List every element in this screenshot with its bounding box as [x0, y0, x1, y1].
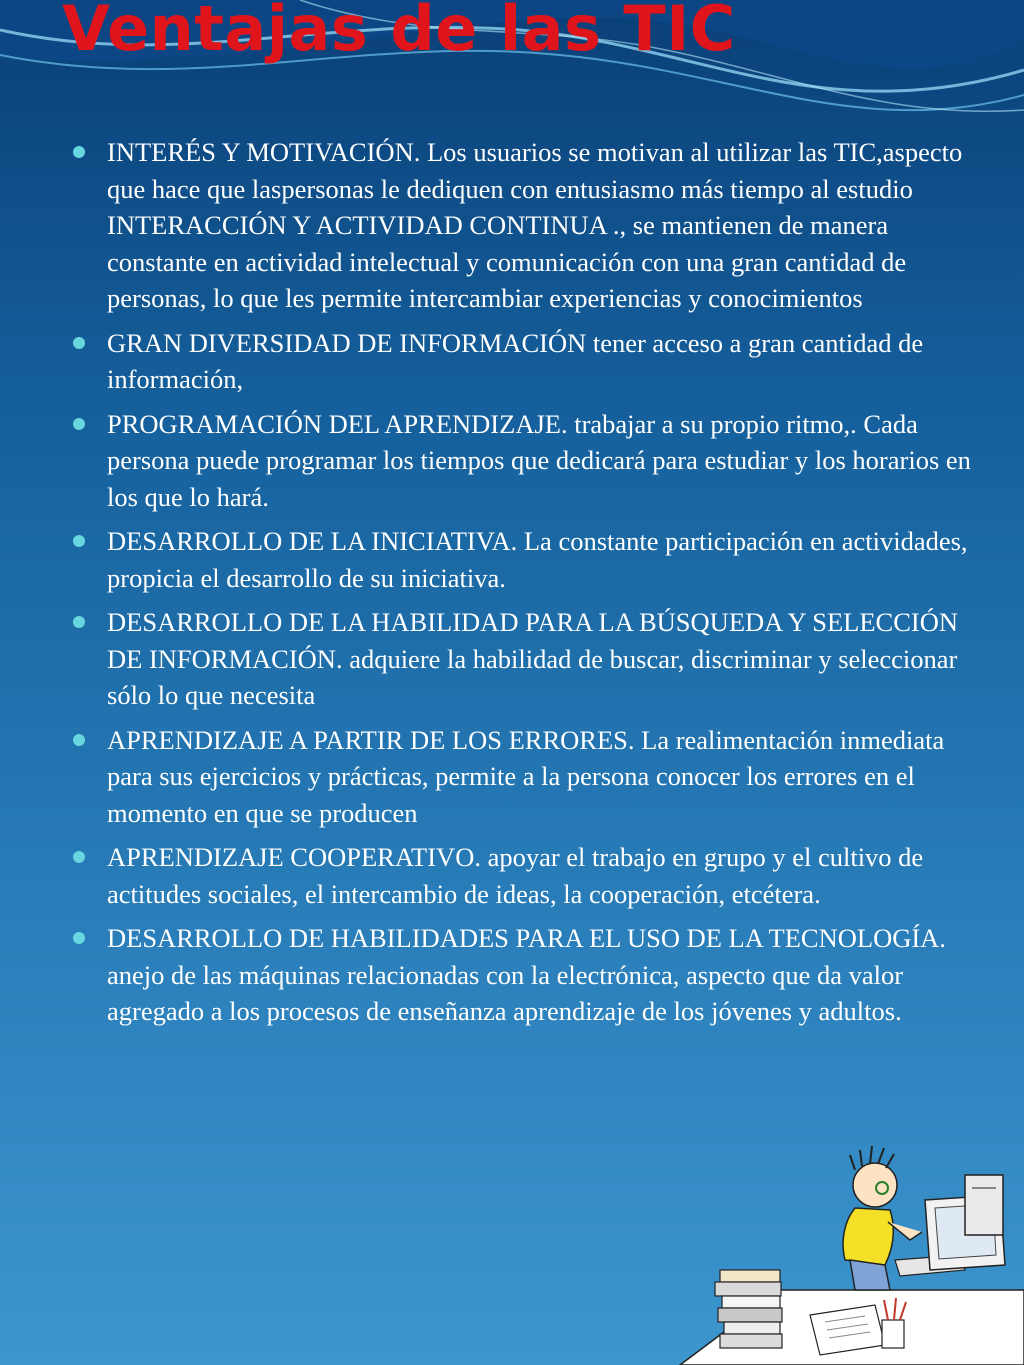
bullet-dot-icon — [73, 616, 85, 628]
bullet-dot-icon — [73, 337, 85, 349]
slide-title: Ventajas de las TIC — [62, 0, 736, 65]
bullet-dot-icon — [73, 734, 85, 746]
bullet-dot-icon — [73, 932, 85, 944]
bullet-dot-icon — [73, 535, 85, 547]
list-item-text: APRENDIZAJE A PARTIR DE LOS ERRORES. La realimentación inmediata para sus ejercicios y prácticas, permite a la persona conocer los errores en el momento en que se producen — [107, 724, 945, 828]
list-item-text: GRAN DIVERSIDAD DE INFORMACIÓN tener acceso a gran cantidad de información, — [107, 327, 924, 394]
bullet-dot-icon — [73, 418, 85, 430]
list-item — [70, 325, 980, 398]
list-item — [70, 604, 980, 714]
list-item-text: DESARROLLO DE LA HABILIDAD PARA LA BÚSQUEDA Y SELECCIÓN DE INFORMACIÓN. adquiere la habilidad de buscar, discriminar y seleccionar sólo lo que necesita — [107, 607, 958, 710]
list-item-text: DESARROLLO DE HABILIDADES PARA EL USO DE LA TECNOLOGÍA. anejo de las máquinas relacionadas con la electrónica, aspecto que da valor agregado a los procesos de enseñanza aprendizaje de los jóvenes y adultos. — [107, 923, 946, 1026]
list-item-text: DESARROLLO DE LA INICIATIVA. La constante participación en actividades, propicia el desarrollo de su iniciativa. — [107, 526, 968, 593]
list-item — [70, 134, 980, 317]
list-item-text: PROGRAMACIÓN DEL APRENDIZAJE. trabajar a su propio ritmo,. Cada persona puede programar los tiempos que dedicará para estudiar y los horarios en los que lo hará. — [107, 408, 971, 512]
list-item — [70, 523, 980, 596]
list-item — [70, 722, 980, 832]
bullet-list — [70, 134, 980, 1038]
list-item — [70, 920, 980, 1030]
student-computer-clipart — [660, 1140, 1024, 1365]
list-item-text: INTERÉS Y MOTIVACIÓN. Los usuarios se motivan al utilizar las TIC,aspecto que hace que laspersonas le dediquen con entusiasmo más tiempo al estudio INTERACCIÓN Y ACTIVIDAD CONTINUA ., se mantienen de manera constante en actividad intelectual y comunicación con una gran cantidad de personas, lo que les permite intercambiar experiencias y conocimientos — [107, 137, 963, 313]
bullet-dot-icon — [73, 146, 85, 158]
list-item — [70, 839, 980, 912]
list-item — [70, 406, 980, 516]
bullet-dot-icon — [73, 851, 85, 863]
list-item-text: APRENDIZAJE COOPERATIVO. apoyar el trabajo en grupo y el cultivo de actitudes sociales, el intercambio de ideas, la cooperación, etcétera. — [107, 842, 924, 909]
